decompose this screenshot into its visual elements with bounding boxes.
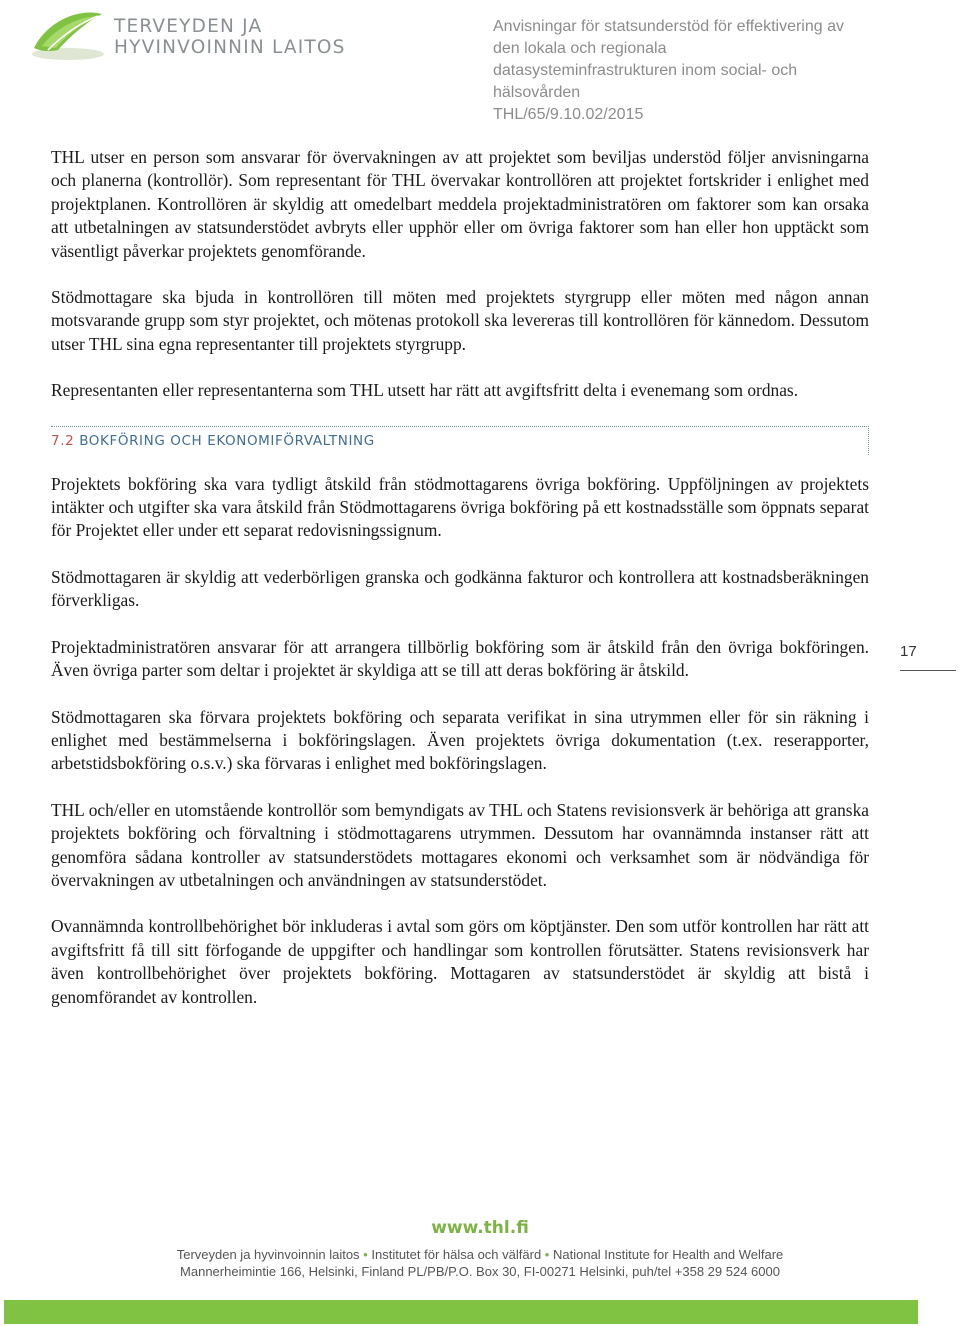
page-number-text: 17 xyxy=(900,643,917,660)
paragraph: THL utser en person som ansvarar för övervakningen av att projektet som beviljas understöd följer anvisningarna och planerna (kontrollör). Som representant för THL övervakar kontrollören att projektet fortskrider i enlighet med projektplanen. Kontrollören är skyldig att omedelbart meddela projektadministratören om faktorer som kan orsaka att utbetalningen av statsunderstödet avbryts eller upphör eller om övriga faktorer som han eller hon upptäckt som väsentligt påverkar projektets genomförande. xyxy=(51,147,869,261)
footer-org-en: National Institute for Health and Welfare xyxy=(552,1247,784,1262)
paragraph: THL och/eller en utomstående kontrollör som bemyndigats av THL och Statens revisionsverk är behöriga att granska projektets bokföring och förvaltning i stödmottagarens utrymmen. Dessutom har ovannämnda instanser rätt att genomföra sådana kontroller av statsunderstödets mottagares ekonomi och verksamhet som är nödvändiga för övervakningen av utbetalningen och användningen av statsunderstödet. xyxy=(51,799,869,890)
paragraph: Projektets bokföring ska vara tydligt åtskild från stödmottagarens övriga bokföring. Uppföljningen av projektets intäkter och utgifter ska vara åtskild från Stödmottagarens övriga bokföring på ett kostnadsställe som öppnats separat för Projektet eller under ett separat redovisningssignum. xyxy=(51,473,869,541)
header-reference-number: THL/65/9.10.02/2015 xyxy=(493,106,644,123)
page-number xyxy=(900,643,956,660)
paragraph: Stödmottagaren är skyldig att vederbörligen granska och godkänna fakturor och kontrollera att kostnadsberäkningen förverkligas. xyxy=(51,566,869,611)
paragraph: Ovannämnda kontrollbehörighet bör inkluderas i avtal som görs om köptjänster. Den som utför kontrollen har rätt att avgiftsfritt få till sitt förfogande de uppgifter och handlingar som kontrollen förutsätter. Statens revisionsverk har även kontrollbehörighet över projektets bokföring. Mottagaren av statsunderstödet är skyldig att bistå i genomförandet av kontrollen. xyxy=(51,916,869,1007)
paragraph: Projektadministratören ansvarar för att arrangera tillbörlig bokföring som är åtskild från den övriga bokföringen. Även övriga parter som deltar i projektet är skyldiga att se till att deras bokföring är åtskild. xyxy=(51,636,869,681)
footer-url[interactable]: www.thl.fi xyxy=(431,1218,529,1238)
logo-line-1: TERVEYDEN JA xyxy=(114,16,263,37)
footer-org-sv: Institutet för hälsa och välfärd xyxy=(371,1247,542,1262)
footer-separator: • xyxy=(544,1247,550,1262)
footer-address: Mannerheimintie 166, Helsinki, Finland PL/PB/P.O. Box 30, FI-00271 Helsinki, puh/tel +358 29 524 6000 xyxy=(180,1264,780,1279)
footer-separator: • xyxy=(363,1247,368,1262)
section-number: 7.2 xyxy=(51,432,75,449)
header-title-line-1: Anvisningar för statsunderstöd för effektivering av xyxy=(493,18,844,35)
document-header xyxy=(493,16,913,126)
thl-leaf-logo-icon xyxy=(28,6,108,62)
section-heading xyxy=(51,426,869,455)
logo-line-2: HYVINVOINNIN LAITOS xyxy=(114,37,346,58)
section-title: BOKFÖRING OCH EKONOMIFÖRVALTNING xyxy=(79,432,375,449)
footer-organisation xyxy=(0,1247,960,1262)
page-number-rule xyxy=(900,670,956,671)
footer-green-bar xyxy=(4,1300,918,1324)
header-title-line-4: hälsovården xyxy=(493,84,581,101)
document-body xyxy=(51,146,869,1032)
header-title-line-2: den lokala och regionala xyxy=(493,40,667,57)
paragraph: Representanten eller representanterna som THL utsett har rätt att avgiftsfritt delta i evenemang som ordnas. xyxy=(51,380,799,401)
paragraph: Stödmottagaren ska förvara projektets bokföring och separata verifikat in sina utrymmen eller för sin räkning i enlighet med bestämmelserna i bokföringslagen. Även projektets övriga dokumentation (t.ex. reserapporter, arbetstidsbokföring o.s.v.) ska förvaras i enlighet med bokföringslagen. xyxy=(51,706,869,774)
thl-logo xyxy=(28,6,368,62)
footer-org-fi: Terveyden ja hyvinvoinnin laitos xyxy=(176,1247,360,1262)
paragraph: Stödmottagare ska bjuda in kontrollören till möten med projektets styrgrupp eller möten med någon annan motsvarande grupp som styr projektet, och mötenas protokoll ska levereras till kontrollören för kännedom. Dessutom utser THL sina egna representanter till projektets styrgrupp. xyxy=(51,287,869,354)
header-title-line-3: datasysteminfrastrukturen inom social- och xyxy=(493,62,798,79)
